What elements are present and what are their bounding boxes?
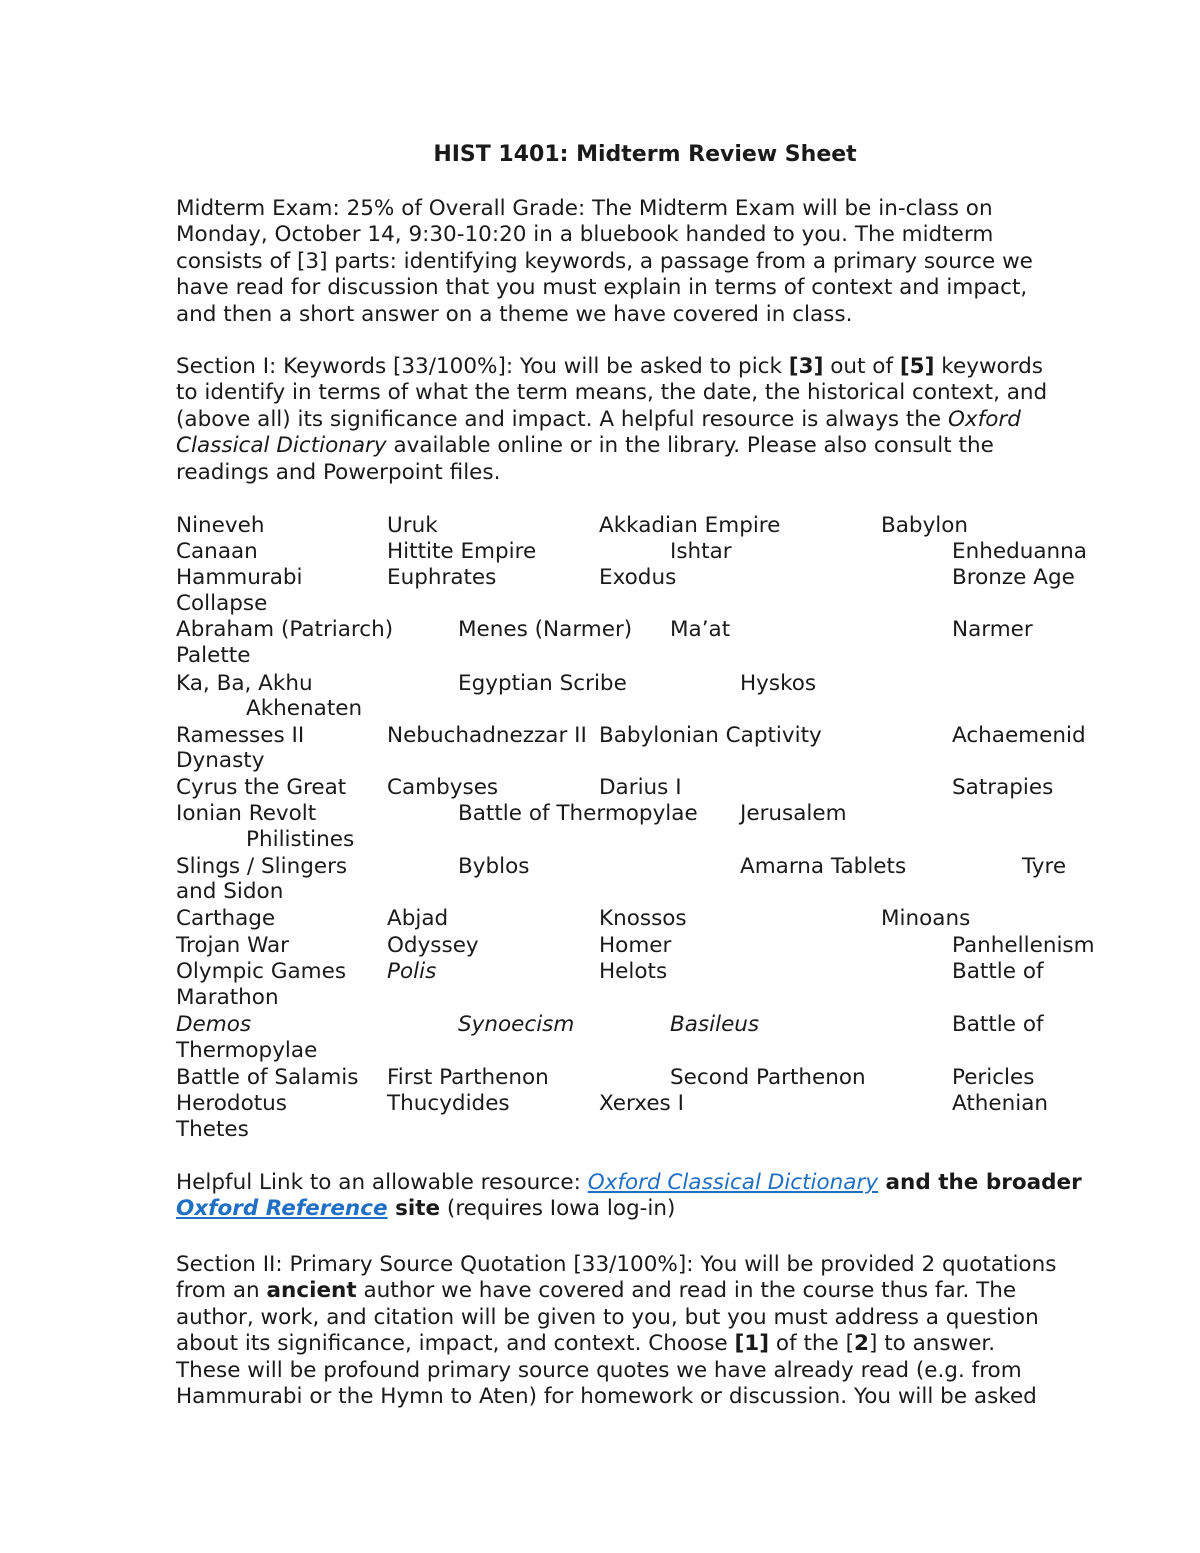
keyword: Enheduanna [952, 539, 1087, 564]
keyword: Panhellenism [952, 933, 1095, 958]
keyword: Achaemenid [952, 723, 1086, 748]
keyword: Dynasty [176, 748, 265, 773]
keyword: Homer [599, 933, 672, 958]
keyword: Pericles [952, 1065, 1035, 1090]
keyword: Ka, Ba, Akhu [176, 671, 313, 696]
section2-line: Hammurabi or the Hymn to Aten) for homework or discussion. You will be asked [176, 1383, 1037, 1409]
keyword: Ramesses II [176, 723, 305, 748]
section2-line: author, work, and citation will be given to you, but you must address a question [176, 1304, 1039, 1330]
keyword: Abraham (Patriarch) [176, 617, 394, 642]
keyword: Synoecism [458, 1012, 575, 1037]
keyword: Basileus [670, 1012, 760, 1037]
keyword: Slings / Slingers [176, 854, 348, 879]
keyword: Jerusalem [740, 801, 847, 826]
keyword: Olympic Games [176, 959, 347, 984]
keyword: Polis [387, 959, 437, 984]
keyword: Amarna Tablets [740, 854, 907, 879]
keyword: Bronze Age [952, 565, 1075, 590]
keyword: Byblos [458, 854, 530, 879]
keyword: Carthage [176, 906, 276, 931]
section1-line: Classical Dictionary available online or in the library. Please also consult the [176, 433, 994, 459]
keyword: Hammurabi [176, 565, 303, 590]
intro-line: consists of [3] parts: identifying keywords, a passage from a primary source we [176, 248, 1033, 274]
keyword: Babylon [881, 513, 969, 538]
keyword: Odyssey [387, 933, 479, 958]
keyword: Philistines [246, 827, 355, 852]
section1-line: (above all) its significance and impact. A helpful resource is always the Oxford [176, 406, 1021, 432]
keyword: Narmer [952, 617, 1033, 642]
keyword: Minoans [881, 906, 971, 931]
keyword: Ma’at [670, 617, 731, 642]
helpful-line: Oxford Reference site (requires Iowa log-in) [176, 1196, 676, 1222]
keyword: Uruk [387, 513, 438, 538]
keyword: Babylonian Captivity [599, 723, 822, 748]
section2-paragraph [176, 1252, 1116, 1410]
section1-line: to identify in terms of what the term means, the date, the historical context, and [176, 380, 1048, 406]
keyword: Satrapies [952, 775, 1054, 800]
keyword: Canaan [176, 539, 258, 564]
section2-line: These will be profound primary source quotes we have already read (e.g. from [176, 1357, 1022, 1383]
section2-line: about its significance, impact, and context. Choose [1] of the [2] to answer. [176, 1331, 996, 1357]
keyword: Trojan War [176, 933, 290, 958]
intro-line: and then a short answer on a theme we have covered in class. [176, 301, 853, 327]
oxford-reference-link[interactable]: Oxford Reference [176, 1196, 388, 1222]
intro-paragraph [176, 196, 1116, 328]
page-title: HIST 1401: Midterm Review Sheet [433, 142, 857, 167]
keyword: Menes (Narmer) [458, 617, 633, 642]
keyword: Hittite Empire [387, 539, 537, 564]
helpful-line: Helpful Link to an allowable resource: Oxford Classical Dictionary and the broader [176, 1170, 1082, 1195]
keyword: Akhenaten [246, 696, 363, 721]
keyword: Thermopylae [176, 1038, 318, 1063]
keyword: Demos [176, 1012, 252, 1037]
section1-line: Section I: Keywords [33/100%]: You will be asked to pick [3] out of [5] keywords [176, 354, 1043, 379]
keyword: and Sidon [176, 879, 284, 904]
keyword: Battle of [952, 1012, 1044, 1037]
keyword: Abjad [387, 906, 449, 931]
keyword: Battle of Salamis [176, 1065, 359, 1090]
keyword: Egyptian Scribe [458, 671, 627, 696]
keyword: Herodotus [176, 1091, 287, 1116]
keyword: Thetes [176, 1117, 249, 1142]
keyword: Second Parthenon [670, 1065, 866, 1090]
oxford-classical-dictionary-link[interactable]: Oxford Classical Dictionary [587, 1170, 879, 1195]
helpful-link-paragraph [176, 1170, 1116, 1223]
keyword: Nebuchadnezzar II [387, 723, 587, 748]
keyword: Battle of Thermopylae [458, 801, 698, 826]
keyword: Darius I [599, 775, 682, 800]
keyword: Ionian Revolt [176, 801, 317, 826]
keyword: Thucydides [387, 1091, 510, 1116]
intro-line: Monday, October 14, 9:30-10:20 in a bluebook handed to you. The midterm [176, 222, 994, 248]
keyword: Palette [176, 643, 251, 668]
intro-line: have read for discussion that you must explain in terms of context and impact, [176, 275, 1028, 301]
keyword: Cyrus the Great [176, 775, 347, 800]
keyword: Athenian [952, 1091, 1049, 1116]
keyword: Knossos [599, 906, 687, 931]
keyword: Helots [599, 959, 668, 984]
keyword: Marathon [176, 985, 279, 1010]
intro-line: Midterm Exam: 25% of Overall Grade: The Midterm Exam will be in-class on [176, 196, 993, 221]
section2-line: Section II: Primary Source Quotation [33/100%]: You will be provided 2 quotations [176, 1252, 1057, 1277]
keyword: Battle of [952, 959, 1044, 984]
keyword: Ishtar [670, 539, 732, 564]
keyword: Xerxes I [599, 1091, 684, 1116]
section1-paragraph [176, 354, 1116, 486]
keyword: First Parthenon [387, 1065, 549, 1090]
section2-line: from an ancient author we have covered and read in the course thus far. The [176, 1278, 1017, 1304]
keyword: Euphrates [387, 565, 497, 590]
keyword: Nineveh [176, 513, 265, 538]
keyword: Exodus [599, 565, 677, 590]
keyword: Cambyses [387, 775, 499, 800]
section1-line: readings and Powerpoint files. [176, 459, 501, 485]
keyword: Tyre [1022, 854, 1067, 879]
keyword: Collapse [176, 591, 268, 616]
keyword: Hyskos [740, 671, 817, 696]
keyword: Akkadian Empire [599, 513, 781, 538]
